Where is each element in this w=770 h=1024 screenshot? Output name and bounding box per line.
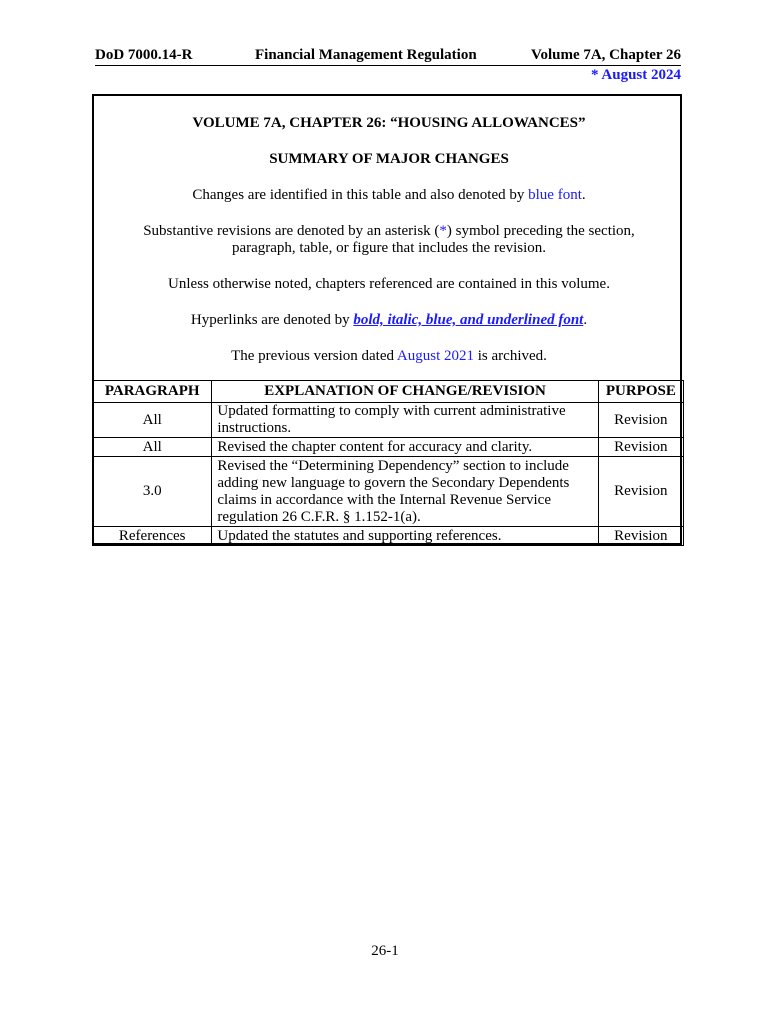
note-punctuation: . bbox=[581, 187, 586, 203]
note-text: Changes are identified in this table and also denoted by bbox=[192, 187, 529, 203]
purpose-cell: Revision bbox=[598, 527, 683, 546]
paragraph-cell: All bbox=[93, 403, 212, 438]
table-row bbox=[93, 403, 684, 438]
purpose-cell: Revision bbox=[598, 457, 683, 527]
summary-note-hyperlinks bbox=[94, 312, 684, 329]
volume-chapter: Volume 7A, Chapter 26 bbox=[530, 47, 681, 63]
note-text: The previous version dated bbox=[231, 348, 397, 364]
column-header-paragraph: PARAGRAPH bbox=[93, 381, 212, 403]
note-text: is archived. bbox=[474, 348, 547, 364]
previous-version-date: August 2021 bbox=[396, 348, 474, 364]
summary-note-previous-version bbox=[94, 348, 684, 365]
purpose-cell: Revision bbox=[598, 438, 683, 457]
revision-date: * August 2024 bbox=[590, 67, 681, 83]
regulation-title: Financial Management Regulation bbox=[255, 47, 477, 63]
column-header-purpose: PURPOSE bbox=[598, 381, 683, 403]
page-number: 26-1 bbox=[371, 943, 399, 959]
explanation-cell: Revised the chapter content for accuracy and clarity. bbox=[212, 438, 598, 457]
column-header-explanation: EXPLANATION OF CHANGE/REVISION bbox=[212, 381, 598, 403]
paragraph-cell: References bbox=[93, 527, 212, 546]
note-text: ) symbol preceding the section, bbox=[446, 223, 635, 239]
changes-table bbox=[92, 380, 684, 546]
paragraph-cell: All bbox=[93, 438, 212, 457]
summary-note-asterisk bbox=[94, 223, 684, 240]
chapter-title: VOLUME 7A, CHAPTER 26: “HOUSING ALLOWANCES” bbox=[192, 115, 586, 131]
blue-font-sample: blue font bbox=[528, 187, 582, 203]
explanation-cell: Updated formatting to comply with current administrative instructions. bbox=[212, 403, 598, 438]
table-header-row bbox=[93, 381, 684, 403]
summary-note-asterisk-cont: paragraph, table, or figure that includes the revision. bbox=[231, 240, 547, 256]
note-text: Hyperlinks are denoted by bbox=[190, 312, 354, 328]
document-number: DoD 7000.14-R bbox=[95, 47, 193, 63]
page-header bbox=[95, 47, 681, 66]
note-punctuation: . bbox=[583, 312, 588, 328]
purpose-cell: Revision bbox=[598, 403, 683, 438]
table-row bbox=[93, 457, 684, 527]
explanation-cell: Revised the “Determining Dependency” section to include adding new language to govern the Secondary Dependents claims in accordance with the Internal Revenue Service regulation 26 C.F.R. § 1.152-1(a). bbox=[212, 457, 598, 527]
explanation-cell: Updated the statutes and supporting references. bbox=[212, 527, 598, 546]
table-row bbox=[93, 438, 684, 457]
note-text: Substantive revisions are denoted by an asterisk ( bbox=[143, 223, 440, 239]
summary-heading: SUMMARY OF MAJOR CHANGES bbox=[269, 151, 509, 167]
paragraph-cell: 3.0 bbox=[93, 457, 212, 527]
hyperlink-sample[interactable]: bold, italic, blue, and underlined font bbox=[353, 312, 584, 328]
table-row bbox=[93, 527, 684, 546]
summary-note-blue-font bbox=[94, 187, 684, 204]
summary-note-chapters: Unless otherwise noted, chapters referenced are contained in this volume. bbox=[168, 276, 610, 292]
asterisk-symbol: * bbox=[439, 223, 447, 239]
